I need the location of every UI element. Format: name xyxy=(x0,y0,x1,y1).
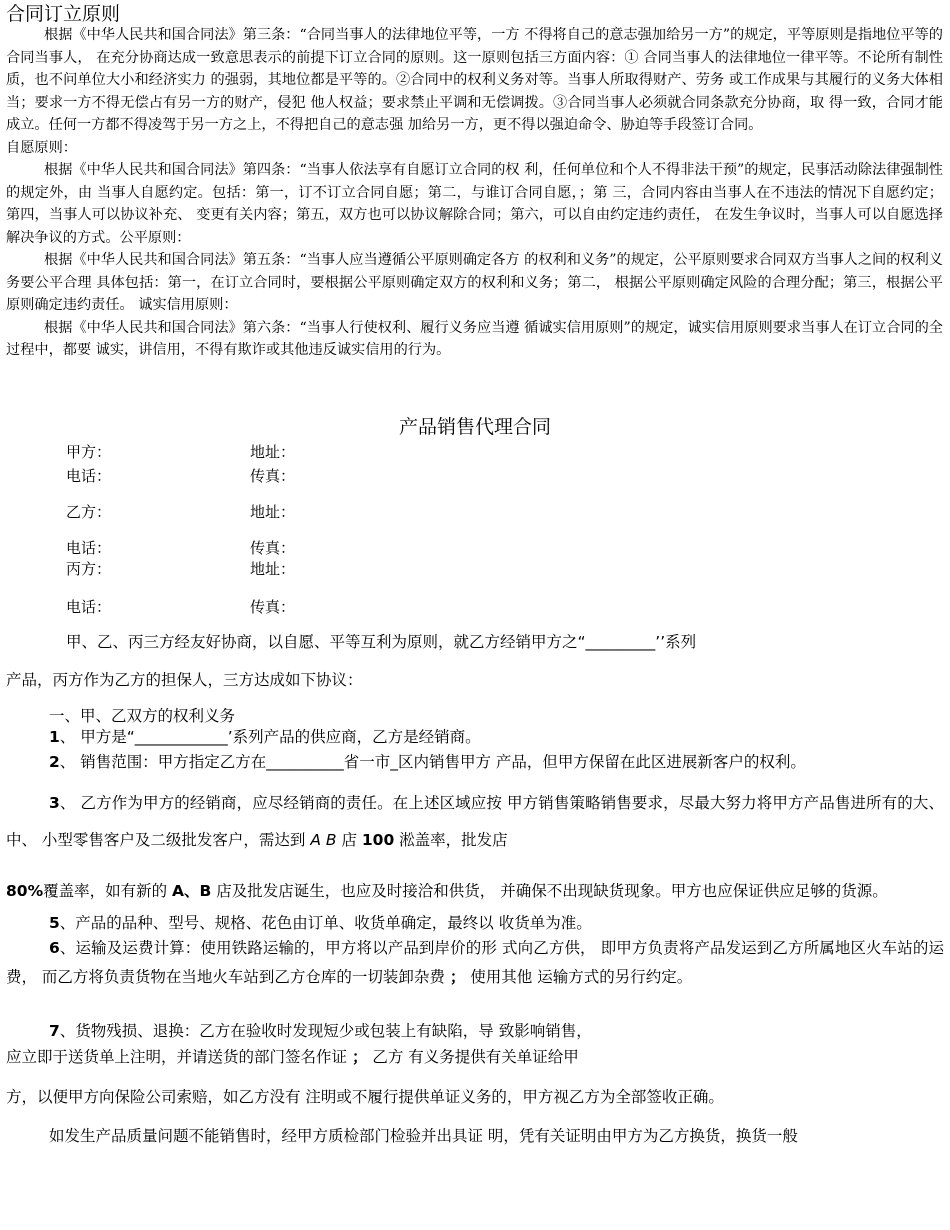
clause-number: 3 xyxy=(49,794,60,812)
contract-intro-line2: 产品，丙方作为乙方的担保人，三方达成如下协议： xyxy=(6,671,363,689)
contract-intro-line1: 甲、乙、丙三方经友好协商，以自愿、平等互利为原则，就乙方经销甲方之“_________’’系列 xyxy=(66,633,697,651)
clause-text: 使用其他 运输方式的另行约定。 xyxy=(465,968,693,986)
clause-3-continued xyxy=(6,877,944,906)
contract-title: 产品销售代理合同 xyxy=(398,416,551,438)
clause-text: 淞盖率，批发店 xyxy=(394,831,508,849)
clause-value: 100 xyxy=(361,831,395,849)
party-c-phone-label: 电话： xyxy=(66,598,112,616)
party-a-phone-label: 电话： xyxy=(66,467,112,485)
clause-text: 乙方 有义务提供有关单证给甲 xyxy=(367,1048,579,1066)
clause-number: 2 xyxy=(49,753,60,771)
clause-text: 、 销售范围：甲方指定乙方在__________省一市_区内销售甲方 产品，但甲方保留在此区进展新客户的权利。 xyxy=(59,753,806,771)
clause-6 xyxy=(6,934,944,992)
clause-text-ab: A B xyxy=(310,831,337,849)
party-a-fax-label: 传真： xyxy=(250,467,296,485)
paragraph-voluntary: 根据《中华人民共和国合同法》第四条：“当事人依法享有自愿订立合同的权 利，任何单位和个人不得非法干预”的规定，民事活动除法律强制性的规定外，由 当事人自愿约定。包括：第一，订不订立合同自愿；第二，与谁订合同自愿，；第 三，合同内容由当事人在不违法的情况下自愿约定；第四，当事人可以协议补充、 变更有关内容；第五，双方也可以协议解除合同；第六，可以自由约定违约责任， 在发生争议时，当事人可以自愿选择解决争议的方式。公平原则： xyxy=(6,162,943,246)
section-title: 合同订立原则 xyxy=(6,3,121,25)
heading-voluntary: 自愿原则： xyxy=(6,139,77,156)
principles-section xyxy=(6,24,943,362)
paragraph-equality: 根据《中华人民共和国合同法》第三条：“合同当事人的法律地位平等，一方 不得将自己的意志强加给另一方”的规定，平等原则是指地位平等的合同当事人， 在充分协商达成一致意思表示的前提下订立合同的原则。这一原则包括三方面内容：① 合同当事人的法律地位一律平等。不论所有制性质，也不问单位大小和经济实力 的强弱，其地位都是平等的。②合同中的权利义务对等。当事人所取得财产、劳务 或工作成果与其履行的义务大体相当；要求一方不得无偿占有另一方的财产，侵犯 他人权益；要求禁止平调和无偿调拨。③合同当事人必须就合同条款充分协商，取 得一致，合同才能成立。任何一方都不得凌驾于另一方之上，不得把自己的意志强 加给另一方，更不得以强迫命令、胁迫等手段签订合同。 xyxy=(6,27,943,133)
clause-value: 80% xyxy=(6,882,44,900)
clause-text: 、 乙方作为甲方的经销商，应尽经销商的责任。在上述区域应按 甲方销售策略销售要求，尽最大努力将甲方产品售进所有的大、中、 小型零售客户及二级批发客户，需达到 xyxy=(6,794,944,849)
party-b-phone-label: 电话： xyxy=(66,539,112,557)
clause-7-line2 xyxy=(6,1044,944,1070)
party-c-fax-label: 传真： xyxy=(250,598,296,616)
clause-7 xyxy=(6,1018,944,1044)
paragraph-fairness: 根据《中华人民共和国合同法》第五条：“当事人应当遵循公平原则确定各方 的权利和义务”的规定，公平原则要求合同双方当事人之间的权利义务要公平合理 具体包括：第一，在订立合同时，要根据公平原则确定双方的权利和义务；第二， 根据公平原则确定风险的合理分配；第三，根据公平原则确定违约责任。 诚实信用原则： xyxy=(6,252,943,313)
clause-value: A、B xyxy=(172,882,212,900)
clause-number: 1 xyxy=(49,728,60,746)
clause-text: 应立即于送货单上注明，并请送货的部门签名作证 xyxy=(6,1048,352,1066)
clause-number: 6 xyxy=(49,939,60,957)
clause-2 xyxy=(6,748,944,777)
party-b-address-label: 地址： xyxy=(250,503,296,521)
party-b-label: 乙方： xyxy=(66,503,112,521)
clause-number: 5 xyxy=(49,914,60,932)
clause-text: 、产品的品种、型号、规格、花色由订单、收货单确定，最终以 收货单为准。 xyxy=(59,914,592,932)
clause-text: 店及批发店诞生，也应及时接洽和供货， 并确保不出现缺货现象。甲方也应保证供应足够的货源。 xyxy=(211,882,888,900)
contract-body xyxy=(6,630,944,1148)
clause-text: 覆盖率，如有新的 xyxy=(43,882,173,900)
clause-8: 如发生产品质量问题不能销售时，经甲方质检部门检验并出具证 明，凭有关证明由甲方为乙方换货，换货一般 xyxy=(49,1127,798,1145)
party-b-fax-label: 传真： xyxy=(250,539,296,557)
clause-7-line3: 方，以便甲方向保险公司索赔，如乙方没有 注明或不履行提供单证义务的，甲方视乙方为全部签收正确。 xyxy=(6,1088,724,1106)
party-a-label: 甲方： xyxy=(66,443,112,461)
clause-punct: ； xyxy=(351,1048,368,1066)
clause-text: 店 xyxy=(336,831,362,849)
clause-punct: ； xyxy=(449,968,466,986)
paragraph-good-faith: 根据《中华人民共和国合同法》第六条：“当事人行使权利、履行义务应当遵 循诚实信用原则”的规定，诚实信用原则要求当事人在订立合同的全过程中，都要 诚实，讲信用，不得有欺诈或其他违反诚实信用的行为。 xyxy=(6,319,943,358)
clause-text: 、货物残损、退换：乙方在验收时发现短少或包装上有缺陷，导 致影响销售， xyxy=(59,1022,592,1040)
section-heading-rights: 一、甲、乙双方的权利义务 xyxy=(49,707,236,725)
party-a-address-label: 地址： xyxy=(250,443,296,461)
clause-text: 、 甲方是“____________’系列产品的供应商，乙方是经销商。 xyxy=(59,728,481,746)
party-c-label: 丙方： xyxy=(66,560,112,578)
clause-text: 、运输及运费计算：使用铁路运输的，甲方将以产品到岸价的形 式向乙方供， 即甲方负责将产品发运到乙方所属地区火车站的运费， 而乙方将负责货物在当地火车站到乙方仓库的一切装卸杂费 xyxy=(6,939,944,986)
clause-3 xyxy=(6,785,944,859)
clause-5 xyxy=(6,912,944,934)
clause-number: 7 xyxy=(49,1022,60,1040)
party-c-address-label: 地址： xyxy=(250,560,296,578)
clause-1 xyxy=(6,726,944,748)
